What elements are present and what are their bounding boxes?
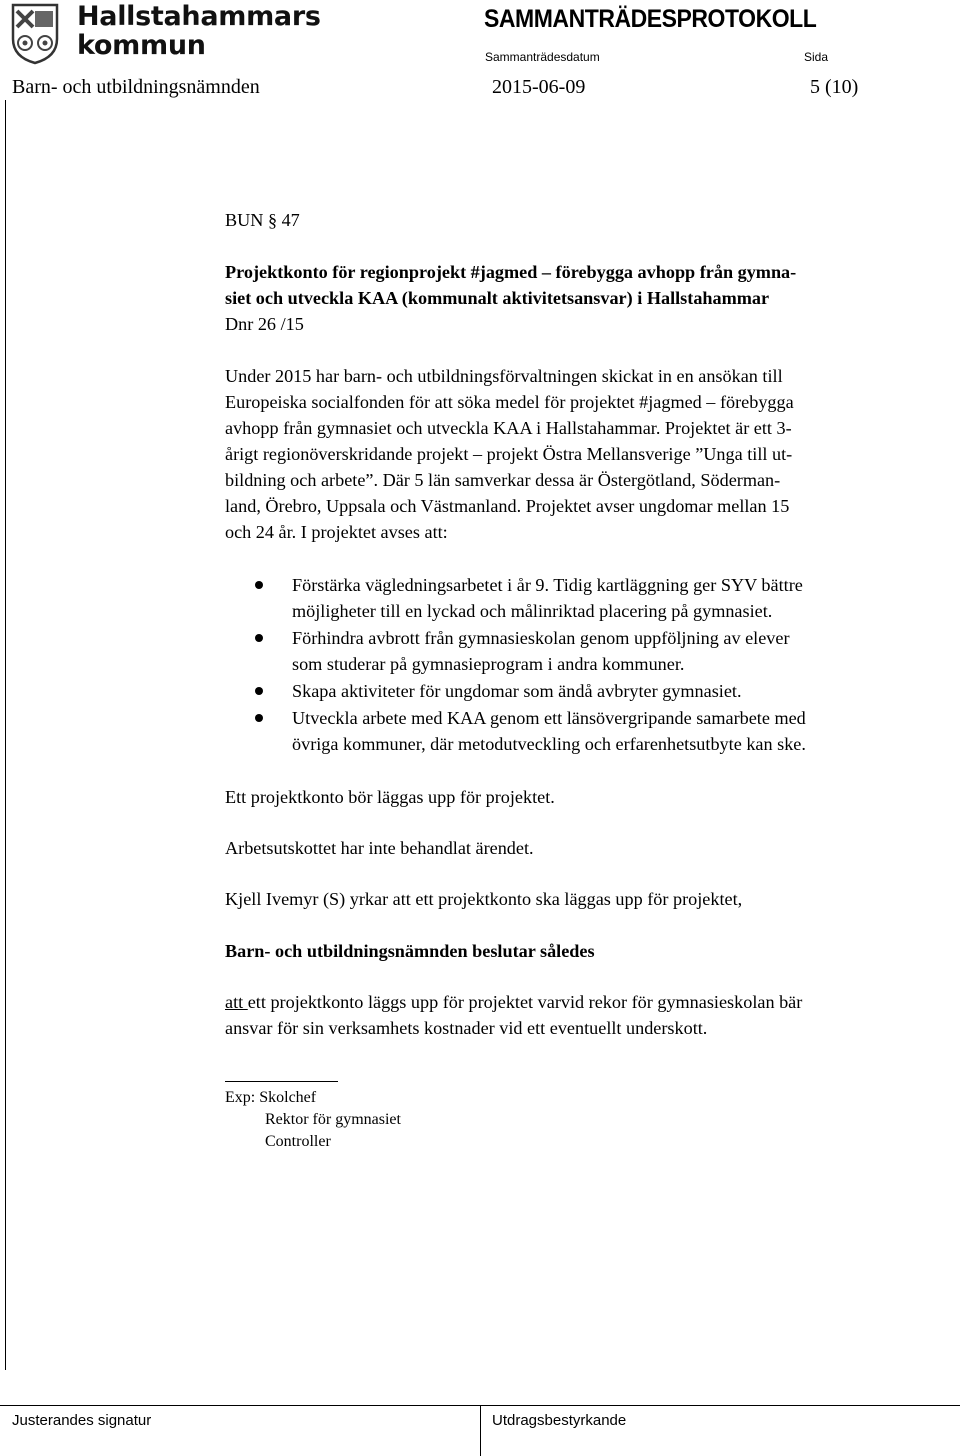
yrkande-paragraph (225, 886, 940, 912)
intro-line: Under 2015 har barn- och utbildningsförvaltningen skickat in en ansökan till (225, 366, 783, 386)
yrkande-text: Kjell Ivemyr (S) yrkar att ett projektkonto ska läggas upp för projektet, (225, 889, 743, 909)
decision-line: ansvar för sin verksamhets kostnader vid ett eventuellt underskott. (225, 1018, 708, 1038)
konto-paragraph (225, 784, 940, 810)
item-title (225, 259, 940, 311)
dnr-text: Dnr 26 /15 (225, 314, 304, 334)
bullet-icon (255, 687, 263, 695)
bullet-icon (255, 634, 263, 642)
au-paragraph (225, 835, 940, 861)
title-line: Projektkonto för regionprojekt #jagmed – förebygga avhopp från gymna- (225, 262, 797, 282)
bullet-icon (255, 714, 263, 722)
section-ref: BUN § 47 (225, 210, 300, 230)
list-item (225, 625, 940, 677)
intro-line: årigt regionöverskridande projekt – projekt Östra Mellansverige ”Unga till ut- (225, 444, 793, 464)
att-word: att (225, 992, 248, 1012)
bullet-line: Förstärka vägledningsarbetet i år 9. Tidig kartläggning ger SYV bättre (292, 575, 803, 595)
list-item (225, 705, 940, 757)
list-item (225, 678, 940, 704)
logo-line1: Hallstahammars (77, 1, 321, 32)
decision-heading-text: Barn- och utbildningsnämnden beslutar således (225, 941, 595, 961)
left-margin-rule (5, 100, 6, 1370)
paragraph-ref (225, 207, 940, 233)
extract-label: Utdragsbestyrkande (492, 1412, 627, 1429)
logo-text (77, 2, 321, 60)
bullet-line: övriga kommuner, där metodutveckling och erfarenhetsutbyte kan ske. (292, 734, 806, 754)
document-title: SAMMANTRÄDESPROTOKOLL (484, 5, 817, 33)
page-number: 5 (10) (810, 76, 859, 98)
footer-divider (480, 1405, 481, 1456)
date-label: Sammanträdesdatum (485, 50, 600, 64)
expedition-list (225, 1087, 401, 1153)
decision-heading (225, 938, 940, 964)
intro-line: avhopp från gymnasiet och utveckla KAA i Hallstahammar. Projektet är ett 3- (225, 418, 792, 438)
coat-of-arms-icon (11, 3, 59, 65)
decision-paragraph (225, 989, 940, 1041)
intro-line: bildning och arbete”. Där 5 län samverkar dessa är Östergötland, Söderman- (225, 470, 781, 490)
signature-label: Justerandes signatur (12, 1412, 152, 1429)
committee-name: Barn- och utbildningsnämnden (12, 76, 260, 98)
intro-line: Europeiska socialfonden för att söka medel för projektet #jagmed – förebygga (225, 392, 794, 412)
logo-line2: kommun (77, 30, 206, 61)
exp-label: Exp: Skolchef (225, 1089, 317, 1106)
bullet-icon (255, 581, 263, 589)
intro-line: och 24 år. I projektet avses att: (225, 522, 448, 542)
bullet-list (225, 572, 940, 758)
bullet-line: Skapa aktiviteter för ungdomar som ändå avbryter gymnasiet. (292, 681, 742, 701)
bullet-line: Utveckla arbete med KAA genom ett länsövergripande samarbete med (292, 708, 806, 728)
dnr (225, 311, 940, 337)
list-item (225, 572, 940, 624)
meeting-date: 2015-06-09 (492, 76, 586, 98)
decision-line (225, 989, 940, 1015)
konto-text: Ett projektkonto bör läggas upp för projektet. (225, 787, 555, 807)
intro-line: land, Örebro, Uppsala och Västmanland. Projektet avser ungdomar mellan 15 (225, 496, 790, 516)
bullet-line: möjligheter till en lyckad och målinriktad placering på gymnasiet. (292, 601, 773, 621)
au-text: Arbetsutskottet har inte behandlat ärendet. (225, 838, 534, 858)
title-line: siet och utveckla KAA (kommunalt aktivitetsansvar) i Hallstahammar (225, 288, 770, 308)
intro-paragraph (225, 363, 940, 545)
exp-item: Rektor för gymnasiet (265, 1111, 401, 1128)
exp-item: Controller (265, 1133, 331, 1150)
expedition-rule (225, 1081, 338, 1082)
page-label: Sida (804, 50, 829, 64)
bullet-line: Förhindra avbrott från gymnasieskolan genom uppföljning av elever (292, 628, 790, 648)
decision-line-rest: ett projektkonto läggs upp för projektet varvid rekor för gymnasieskolan bär (247, 992, 803, 1012)
bullet-line: som studerar på gymnasieprogram i andra kommuner. (292, 654, 685, 674)
